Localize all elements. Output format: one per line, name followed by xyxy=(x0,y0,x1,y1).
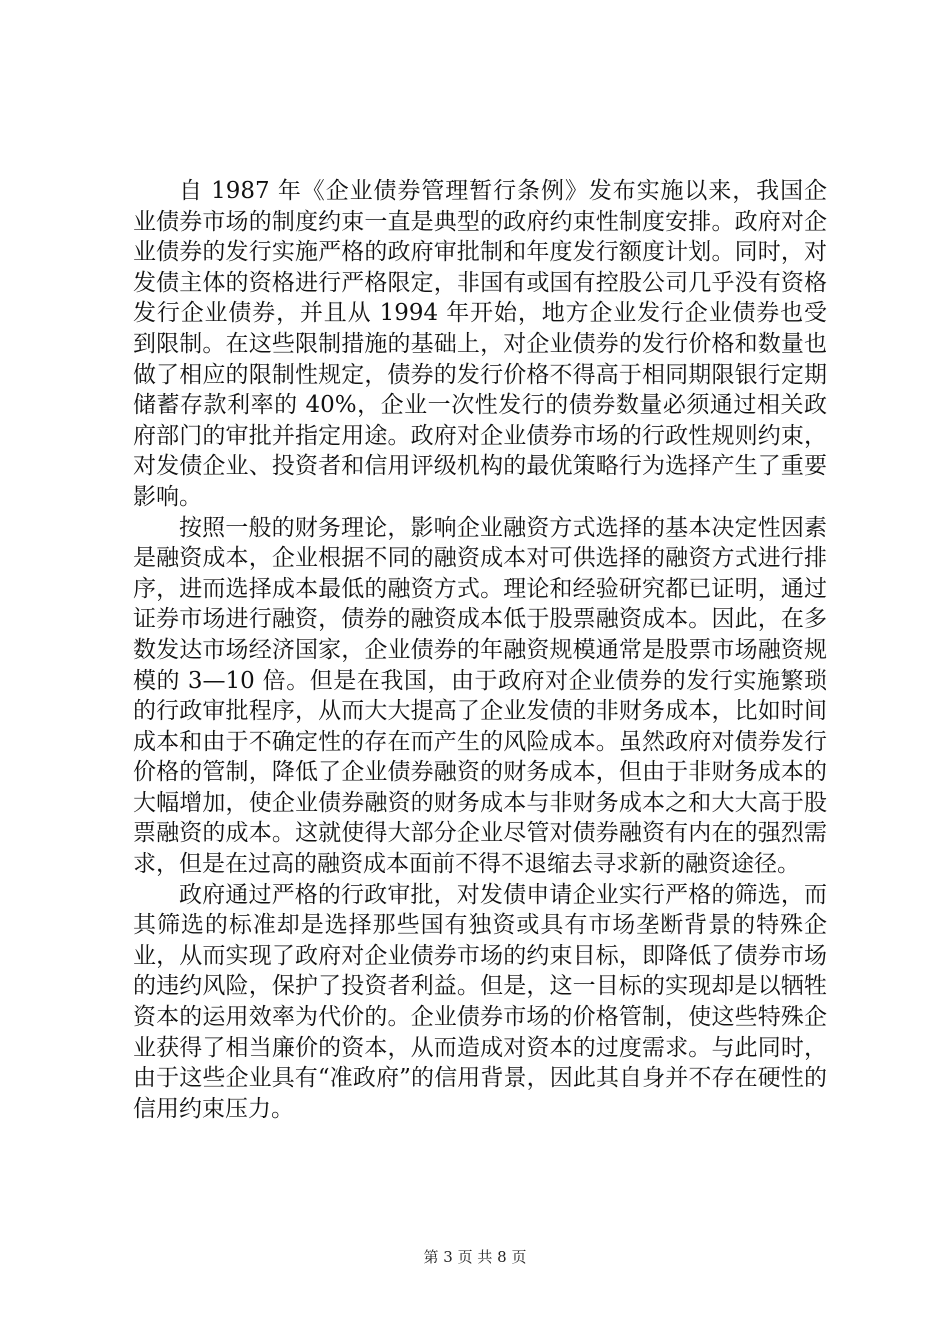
paragraph-1: 自 1987 年《企业债券管理暂行条例》发布实施以来，我国企业债券市场的制度约束一直是典型的政府约束性制度安排。政府对企业债券的发行实施严格的政府审批制和年度发行额度计划。同时，对发债主体的资格进行严格限定，非国有或国有控股公司几乎没有资格发行企业债券，并且从 1994 年开始，地方企业发行企业债券也受到限制。在这些限制措施的基础上，对企业债券的发行价格和数量也做了相应的限制性规定，债券的发行价格不得高于相同期限银行定期储蓄存款利率的 40%，企业一次性发行的债券数量必须通过相关政府部门的审批并指定用途。政府对企业债券市场的行政性规则约束，对发债企业、投资者和信用评级机构的最优策略行为选择产生了重要影响。 xyxy=(133,178,827,510)
paragraph-2: 按照一般的财务理论，影响企业融资方式选择的基本决定性因素是融资成本，企业根据不同的融资成本对可供选择的融资方式进行排序，进而选择成本最低的融资方式。理论和经验研究都已证明，通过证券市场进行融资，债券的融资成本低于股票融资成本。因此，在多数发达市场经济国家，企业债券的年融资规模通常是股票市场融资规模的 3—10 倍。但是在我国，由于政府对企业债券的发行实施繁琐的行政审批程序，从而大大提高了企业发债的非财务成本，比如时间成本和由于不确定性的存在而产生的风险成本。虽然政府对债券发行价格的管制，降低了企业债券融资的财务成本，但由于非财务成本的大幅增加，使企业债券融资的财务成本与非财务成本之和大大高于股票融资的成本。这就使得大部分企业尽管对债券融资有内在的强烈需求，但是在过高的融资成本面前不得不退缩去寻求新的融资途径。 xyxy=(133,514,827,878)
page-footer: 第 3 页 共 8 页 xyxy=(423,1248,527,1266)
paragraph-3: 政府通过严格的行政审批，对发债申请企业实行严格的筛选，而其筛选的标准却是选择那些国有独资或具有市场垄断背景的特殊企业，从而实现了政府对企业债券市场的约束目标，即降低了债券市场的违约风险，保护了投资者利益。但是，这一目标的实现却是以牺牲资本的运用效率为代价的。企业债券市场的价格管制，使这些特殊企业获得了相当廉价的资本，从而造成对资本的过度需求。与此同时，由于这些企业具有“准政府”的信用背景，因此其自身并不存在硬性的信用约束压力。 xyxy=(133,881,827,1122)
body-text xyxy=(133,176,827,1124)
